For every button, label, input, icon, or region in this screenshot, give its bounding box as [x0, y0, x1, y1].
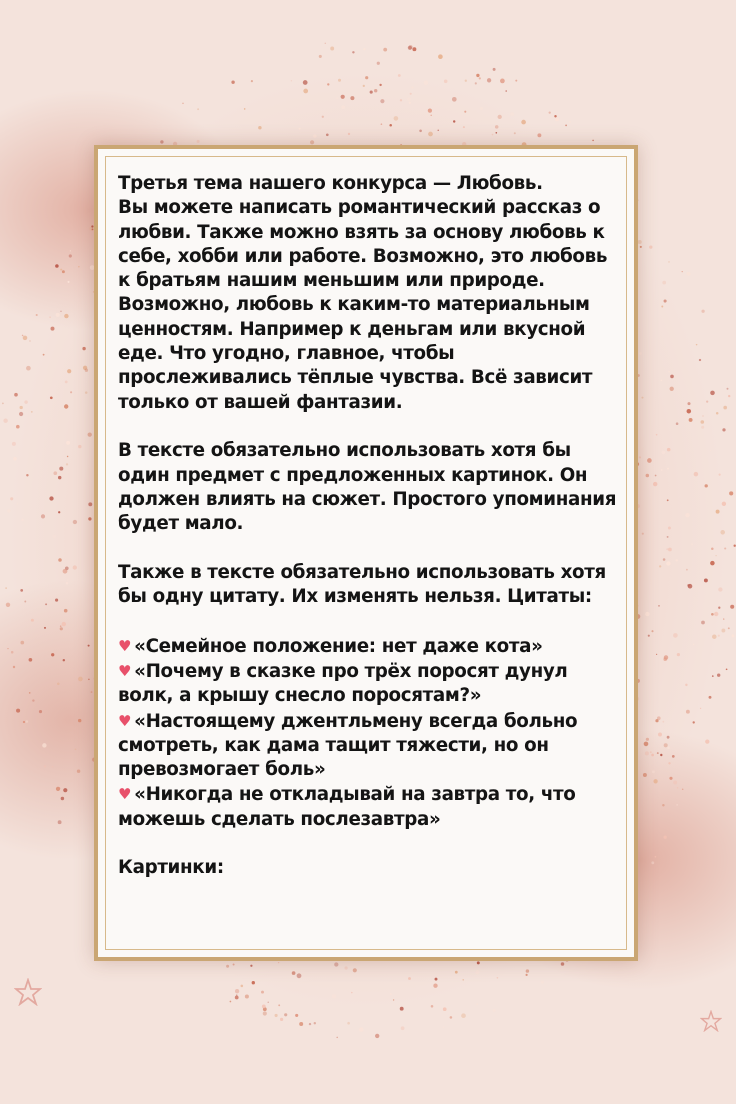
heart-icon: ♥	[118, 785, 132, 804]
heart-icon: ♥	[118, 711, 132, 730]
heart-icon: ♥	[118, 661, 132, 680]
quote-item: ♥ «Настоящему джентльмену всегда больно смотреть, как дама тащит тяжести, но он превозмогает боль»	[118, 710, 578, 781]
quotes-list	[118, 634, 623, 832]
pictures-label: Картинки:	[118, 857, 224, 879]
quote-item: ♥ «Почему в сказке про трёх поросят дунул волк, а крышу снесло поросятам?»	[118, 660, 568, 707]
star-outline-icon	[14, 978, 42, 1006]
star-outline-icon	[700, 1010, 722, 1032]
quotes-requirement-paragraph: Также в тексте обязательно использовать хотя бы одну цитату. Их изменять нельзя. Цитаты:	[118, 561, 606, 608]
heart-icon: ♥	[118, 636, 132, 655]
items-requirement-paragraph: В тексте обязательно использовать хотя бы один предмет с предложенных картинок. Он должен влиять на сюжет. Простого упоминания будет мало.	[118, 440, 617, 535]
quote-item: ♥ «Семейное положение: нет даже кота»	[118, 635, 543, 657]
quote-item: ♥ «Никогда не откладывай на завтра то, что можешь сделать послезавтра»	[118, 784, 576, 830]
contest-rules-text	[118, 172, 623, 905]
theme-paragraph: Третья тема нашего конкурса — Любовь. Вы можете написать романтический рассказ о любви. Также можно взять за основу любовь к себе, хобби или работе. Возможно, это любовь к братьям нашим меньшим или природе. Возможно, любовь к каким-то материальным ценностям. Например к деньгам или вкусной еде. Что угодно, главное, чтобы прослеживались тёплые чувства. Всё зависит только от вашей фантазии.	[118, 173, 608, 413]
